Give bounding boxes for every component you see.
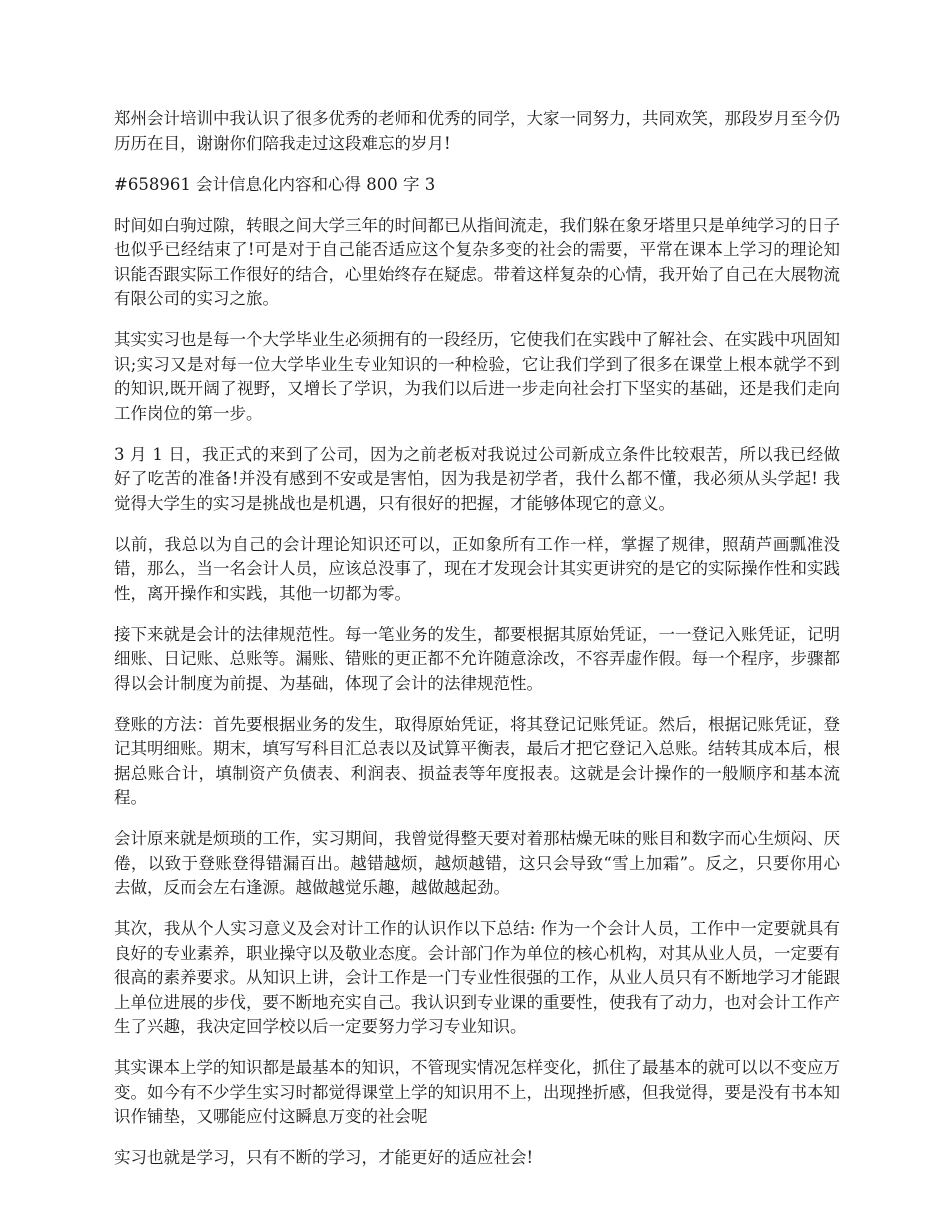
paragraph-summary: 其次，我从个人实习意义及会对计工作的认识作以下总结: 作为一个会计人员，工作中一定要就具有良好的专业素养，职业操守以及敬业态度。会计部门作为单位的核心机构，对其从业人员，一定要有很高的素养要求。从知识上讲，会计工作是一门专业性很强的工作，从业人员只有不断地学习才能跟上单位进展的步伐，要不断地充实自己。我认识到专业课的重要性，使我有了动力，也对会计工作产生了兴趣，我决定回学校以后一定要努力学习专业知识。 (114, 919, 840, 1036)
section-heading: #658961 会计信息化内容和心得 800 字 3 (114, 174, 436, 194)
paragraph-bookkeeping-method: 登账的方法：首先要根据业务的发生，取得原始凭证，将其登记记账凭证。然后，根据记账凭证，登记其明细账。期末，填写写科目汇总表以及试算平衡表，最后才把它登记入总账。结转其成本后，根据总账合计，填制资产负债表、利润表、损益表等年度报表。这就是会计操作的一般顺序和基本流程。 (114, 714, 840, 807)
paragraph-legal-norms: 接下来就是会计的法律规范性。每一笔业务的发生，都要根据其原始凭证，一一登记入账凭证，记明细账、日记账、总账等。漏账、错账的更正都不允许随意涂改，不容弄虚作假。每一个程序，步骤都得以会计制度为前提、为基础，体现了会计的法律规范性。 (114, 624, 840, 693)
document-page (114, 107, 840, 1187)
paragraph-conclusion: 实习也就是学习，只有不断的学习，才能更好的适应社会! (114, 1148, 534, 1167)
paragraph-internship-meaning: 其实实习也是每一个大学毕业生必须拥有的一段经历，它使我们在实践中了解社会、在实践中巩固知识;实习又是对每一位大学毕业生专业知识的一种检验，它让我们学到了很多在课堂上根本就学不到的知识,既开阔了视野，又增长了学识，为我们以后进一步走向社会打下坚实的基础，还是我们走向工作岗位的第一步。 (114, 330, 840, 423)
paragraph-previous-thoughts: 以前，我总以为自己的会计理论知识还可以，正如象所有工作一样，掌握了规律，照葫芦画瓢准没错，那么，当一名会计人员，应该总没事了，现在才发现会计其实更讲究的是它的实际操作性和实践性，离开操作和实践，其他一切都为零。 (114, 534, 840, 603)
paragraph-intro-closing: 郑州会计培训中我认识了很多优秀的老师和优秀的同学，大家一同努力，共同欢笑，那段岁月至今仍历历在目，谢谢你们陪我走过这段难忘的岁月! (114, 109, 840, 153)
paragraph-march-first: 3 月 1 日，我正式的来到了公司，因为之前老板对我说过公司新成立条件比较艰苦，所以我已经做好了吃苦的准备!并没有感到不安或是害怕，因为我是初学者，我什么都不懂，我必须从头学起! 我觉得大学生的实习是挑战也是机遇，只有很好的把握，才能够体现它的意义。 (114, 444, 840, 513)
paragraph-tedious-work: 会计原来就是烦琐的工作，实习期间，我曾觉得整天要对着那枯燥无味的账目和数字而心生烦闷、厌倦，以致于登账登得错漏百出。越错越烦，越烦越错，这只会导致“雪上加霜”。反之，只要你用心去做，反而会左右逢源。越做越觉乐趣，越做越起劲。 (114, 829, 840, 897)
paragraph-time-passes: 时间如白驹过隙，转眼之间大学三年的时间都已从指间流走，我们躲在象牙塔里只是单纯学习的日子也似乎已经结束了!可是对于自己能否适应这个复杂多变的社会的需要，平常在课本上学习的理论知识能否跟实际工作很好的结合，心里始终存在疑虑。带着这样复杂的心情，我开始了自己在大展物流有限公司的实习之旅。 (114, 215, 840, 308)
paragraph-textbook-knowledge: 其实课本上学的知识都是最基本的知识，不管现实情况怎样变化，抓住了最基本的就可以以不变应万变。如今有不少学生实习时都觉得课堂上学的知识用不上，出现挫折感，但我觉得，要是没有书本知识作铺垫，又哪能应付这瞬息万变的社会呢 (114, 1058, 840, 1126)
